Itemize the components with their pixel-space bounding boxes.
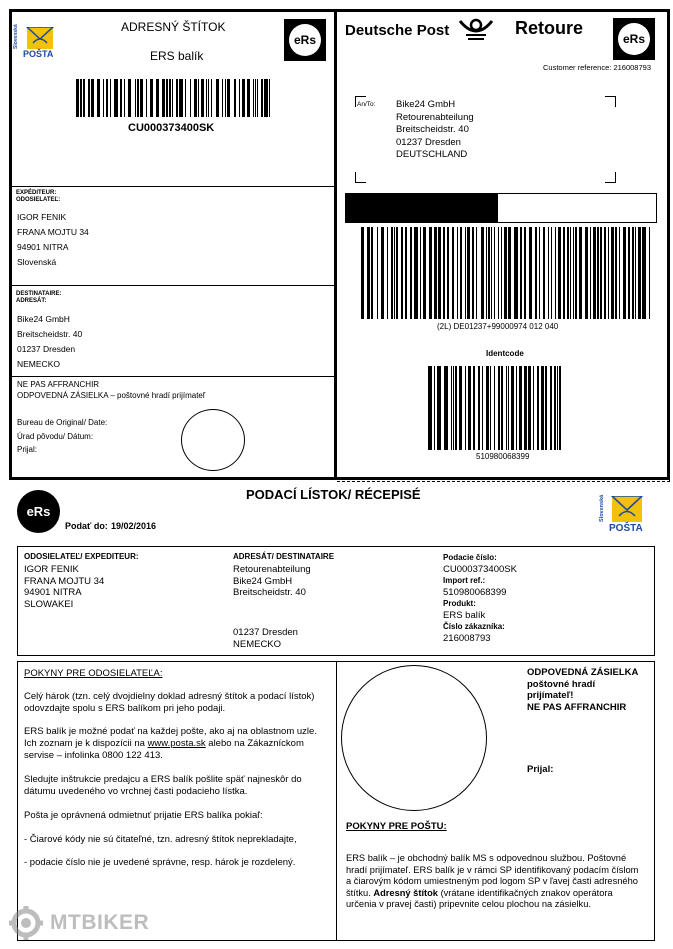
reply-notice-line: NE PAS AFFRANCHIR (527, 701, 627, 713)
post-logo-small-text: Slovenská (599, 494, 605, 522)
reply-notice-line: poštovné hradí (527, 678, 596, 690)
post-instructions-heading: POKYNY PRE POŠTU: (346, 821, 447, 832)
barcode-bar (516, 366, 517, 450)
barcode-bar (361, 227, 364, 319)
barcode-leitcode (361, 227, 651, 319)
stamp-circle (341, 665, 487, 811)
barcode-bar (371, 227, 373, 319)
barcode-bar (508, 366, 509, 450)
receipt-info-box (17, 546, 655, 656)
barcode-bar (120, 79, 122, 117)
address-line: Bike24 GmbH (396, 99, 456, 110)
barcode-bar (611, 227, 614, 319)
barcode-bar (619, 227, 620, 319)
barcode-bar (201, 79, 204, 117)
barcode-bar (198, 79, 199, 117)
barcode-bar (194, 79, 197, 117)
barcode-bar (88, 79, 90, 117)
deadline-label: Podať do: (65, 521, 108, 531)
barcode-bar (459, 366, 462, 450)
reply-line-1: NE PAS AFFRANCHIR (17, 380, 100, 389)
barcode-bar (437, 366, 441, 450)
instructions-p4: Pošta je oprávnená odmietnuť prijatie ERS balíka pokiaľ: (24, 810, 263, 821)
address-label-title: ADRESNÝ ŠTÍTOK (121, 20, 226, 34)
retoure-title: Retoure (515, 18, 584, 38)
receipt-details (443, 552, 517, 644)
barcode-bar (261, 79, 263, 117)
divider (10, 376, 335, 377)
barcode-bar (535, 227, 537, 319)
barcode-bar (529, 227, 532, 319)
ers-logo-receipt: eRs (17, 490, 60, 533)
sender-line: FRANA MOJTU 34 (17, 227, 89, 237)
barcode-bar (558, 227, 561, 319)
barcode-bar (520, 227, 522, 319)
barcode-bar (83, 79, 85, 117)
barcode-bar (206, 79, 207, 117)
receipt-recipient-line: Bike24 GmbH (233, 575, 293, 587)
barcode-bar (405, 227, 407, 319)
bracket-tr (605, 96, 616, 107)
recipient-lines (17, 312, 82, 372)
barcode-bar (537, 366, 539, 450)
recipient-line: Bike24 GmbH (17, 314, 70, 324)
barcode-bar (97, 79, 100, 117)
barcode-bar (488, 227, 490, 319)
receipt-recipient-heading: ADRESÁT/ DESTINATAIRE (233, 552, 335, 561)
barcode-bar (501, 227, 502, 319)
address-line: Breitscheidstr. 40 (396, 124, 469, 135)
barcode-bar (387, 227, 388, 319)
carrier-name: Deutsche Post (345, 22, 450, 39)
barcode-bar (604, 227, 606, 319)
barcode-bar (498, 366, 500, 450)
barcode-bar (590, 227, 591, 319)
barcode-leitcode-text: (2L) DE01237+99000974 012 040 (437, 322, 559, 331)
stamp-circle (181, 409, 245, 471)
barcode-bar (476, 227, 477, 319)
reply-notice-line: ODPOVEDNÁ ZÁSIELKA (527, 667, 639, 678)
receipt-recipient-lines (233, 564, 311, 599)
customer-reference: Customer reference: 216008793 (543, 63, 651, 72)
address-line: DEUTSCHLAND (396, 149, 468, 160)
cut-line (337, 481, 670, 482)
recipient-line: NEMECKO (17, 359, 60, 369)
sender-line: IGOR FENIK (17, 212, 67, 222)
barcode-bar (179, 79, 183, 117)
barcode-bar (451, 366, 452, 450)
barcode-bar (465, 366, 466, 450)
slovak-post-logo (13, 24, 61, 61)
post-instructions-b: (vrátane identifikačných znakov operátora určenia v pravej časti) pripevnite celou plochou na zásielku. (346, 887, 613, 909)
barcode-bar (550, 366, 552, 450)
barcode-bar (511, 366, 514, 450)
barcode-bar (381, 227, 384, 319)
receipt-recipient-line: Breitscheidstr. 40 (233, 587, 306, 598)
sender-lines (17, 210, 89, 270)
barcode-bar (573, 227, 574, 319)
barcode-bar (401, 227, 403, 319)
customer-value: 216008793 (443, 632, 491, 644)
barcode-bar (414, 227, 418, 319)
instructions-p2 (24, 726, 324, 762)
barcode-bar (541, 366, 544, 450)
barcode-bar (434, 227, 437, 319)
instructions-p1: Celý hárok (tzn. celý dvojdielny doklad adresný štítok a podací lístok) odovzdajte spolu s ERS balíkom pri jeho podaji. (24, 691, 315, 714)
barcode-left (76, 79, 270, 117)
barcode-bar (555, 227, 556, 319)
barcode-bar (253, 79, 254, 117)
post-horn-icon (458, 15, 494, 52)
barcode-bar (124, 79, 125, 117)
bracket-bl (355, 172, 366, 183)
address-line: Retourenabteilung (396, 111, 474, 123)
barcode-bar (135, 79, 136, 117)
address-line: 01237 Dresden (396, 136, 461, 148)
barcode-bar (264, 79, 268, 117)
barcode-bar (465, 227, 466, 319)
barcode-identcode (428, 366, 563, 450)
office-line: Bureau de Original/ Date: (17, 418, 108, 427)
recipient-line: Breitscheidstr. 40 (17, 329, 83, 339)
reply-line-2: ODPOVEDNÁ ZÁSIELKA – poštovné hradí prijímateľ (17, 391, 206, 400)
barcode-bar (567, 227, 569, 319)
barcode-bar (225, 79, 226, 117)
barcode-bar (185, 79, 186, 117)
post-instructions-a: ERS balík – je obchodný balík MS s odpovednou službou. Poštovné hradí prijímateľ. ERS balík je v rámci SP identifikovaný podacím číslom a čiarovým kódom umiestneným pod logom SP v ľavej časti adresného štítku. (346, 853, 639, 898)
sender-line: 94901 NITRA (17, 242, 69, 252)
an-to-label: An/To: (357, 101, 376, 108)
barcode-bar (162, 79, 165, 117)
office-line: Úrad pôvodu/ Dátum: (17, 431, 94, 441)
slovak-post-logo (598, 496, 648, 536)
divider (10, 285, 335, 286)
product-label: Produkt: (443, 599, 476, 608)
barcode-bar (169, 79, 171, 117)
barcode-identcode-text: 510980068399 (476, 452, 530, 461)
barcode-bar (420, 227, 421, 319)
barcode-bar (498, 227, 499, 319)
instructions-divider (336, 661, 337, 941)
instructions-p2-b: alebo na Zákazníckom servise – infolinka 0800 122 413. (24, 738, 304, 761)
barcode-bar (128, 79, 131, 117)
barcode-bar (632, 227, 634, 319)
barcode-bar (608, 227, 609, 319)
barcode-bar (554, 366, 556, 450)
return-address (396, 99, 474, 162)
barcode-bar (490, 366, 491, 450)
post-instructions-bold: Adresný štítok (373, 887, 438, 898)
barcode-bar (176, 79, 178, 117)
barcode-bar (501, 366, 503, 450)
receipt-sender-line: IGOR FENIK (24, 564, 79, 575)
receipt-recipient-line: Retourenabteilung (233, 564, 311, 575)
barcode-bar (623, 227, 626, 319)
post-logo-small-text: Slovenská (13, 24, 19, 49)
barcode-bar (486, 366, 489, 450)
receipt-recipient-city: 01237 Dresden (233, 627, 298, 638)
recipient-heading-1: DESTINATAIRE: (16, 291, 62, 297)
post-logo-big-text: POŠTA (23, 49, 54, 59)
barcode-bar (519, 366, 522, 450)
post-instructions-text (346, 853, 644, 911)
barcode-bar (410, 227, 412, 319)
ers-logo: eRs (618, 23, 650, 55)
barcode-bar (597, 227, 599, 319)
barcode-bar (247, 79, 250, 117)
barcode-bar (478, 366, 480, 450)
barcode-bar (377, 227, 378, 319)
barcode-bar (548, 227, 549, 319)
sender-heading-1: EXPÉDITEUR: (16, 190, 57, 196)
barcode-bar (428, 366, 432, 450)
barcode-bar (222, 79, 223, 117)
barcode-bar (137, 79, 139, 117)
receipt-sender-heading: ODOSIELATEĽ/ EXPEDITEUR: (24, 552, 139, 561)
barcode-bar (423, 227, 426, 319)
barcode-bar (216, 79, 219, 117)
posta-link[interactable]: www.posta.sk (147, 738, 206, 749)
barcode-bar (239, 79, 240, 117)
barcode-bar (391, 227, 393, 319)
barcode-bar (533, 366, 534, 450)
barcode-bar (443, 227, 445, 319)
barcode-bar (508, 227, 511, 319)
import-value: 510980068399 (443, 586, 507, 598)
barcode-bar (528, 366, 531, 450)
barcode-bar (114, 79, 118, 117)
podacie-label: Podacie číslo: (443, 553, 497, 562)
barcode-bar (482, 366, 483, 450)
barcode-bar (575, 227, 577, 319)
barcode-bar (481, 227, 484, 319)
instructions-bullet-1: - Čiarové kódy nie sú čitateľné, tzn. adresný štítok neprekladajte, (24, 834, 297, 845)
barcode-bar (190, 79, 191, 117)
sender-instructions-heading: POKYNY PRE ODOSIELATEĽA: (24, 668, 163, 679)
barcode-bar (593, 227, 596, 319)
barcode-bar (473, 366, 475, 450)
barcode-bar (438, 227, 441, 319)
barcode-bar (524, 227, 526, 319)
barcode-bar (242, 79, 245, 117)
ers-logo: eRs (289, 24, 321, 56)
barcode-bar (234, 79, 236, 117)
receipt-sender-lines (24, 564, 104, 610)
post-logo-big-text: POŠTA (609, 523, 643, 534)
barcode-bar (543, 227, 545, 319)
barcode-bar (166, 79, 168, 117)
barcode-bar (444, 366, 448, 450)
import-label: Import ref.: (443, 576, 486, 585)
barcode-bar (457, 227, 458, 319)
barcode-bar (434, 366, 435, 450)
sender-line: Slovenská (17, 257, 57, 267)
barcode-bar (396, 227, 398, 319)
barcode-bar (539, 227, 540, 319)
cut-line-vertical (669, 470, 670, 482)
barcode-bar (638, 227, 641, 319)
barcode-bar (649, 227, 650, 319)
podacie-value: CU000373400SK (443, 563, 517, 575)
address-label-product: ERS balík (150, 49, 204, 63)
recipient-line: 01237 Dresden (17, 344, 76, 354)
barcode-bar (472, 227, 474, 319)
barcode-bar (76, 79, 79, 117)
barcode-bar (394, 227, 395, 319)
customer-label: Číslo zákazníka: (443, 622, 505, 631)
receipt-sender-line: 94901 NITRA (24, 587, 82, 598)
bracket-br (605, 172, 616, 183)
barcode-bar (557, 366, 558, 450)
receipt-sender-line: FRANA MOJTU 34 (24, 575, 105, 587)
receipt-sender-line: SLOWAKEI (24, 598, 74, 610)
receipt-title: PODACÍ LÍSTOK/ RÉCEPISÉ (246, 487, 421, 502)
barcode-bar (429, 227, 432, 319)
instructions-bullet-2: - podacie číslo nie je uvedené správne, resp. hárok je rozdelený. (24, 857, 296, 868)
barcode-bar (156, 79, 159, 117)
barcode-bar (635, 227, 636, 319)
barcode-bar (467, 227, 470, 319)
instructions-p3: Sledujte inštrukcie predajcu a ERS balík pošlite späť najneskôr do dátumu uvedeného vo vrchnej časti podacieho lístka. (24, 774, 302, 797)
office-line: Prijal: (17, 445, 38, 454)
recipient-heading-2: ADRESÁT: (16, 298, 47, 304)
gear-icon (8, 905, 44, 941)
barcode-bar (447, 227, 449, 319)
barcode-bar (506, 366, 507, 450)
barcode-bar (211, 79, 212, 117)
barcode-bar (585, 227, 588, 319)
barcode-bar (146, 79, 147, 117)
watermark-text: MTBIKER (50, 911, 150, 934)
barcode-bar (494, 227, 495, 319)
barcode-bar (563, 227, 565, 319)
identcode-label: Identcode (486, 349, 524, 358)
office-lines (17, 416, 107, 457)
barcode-left-text: CU000373400SK (128, 122, 215, 134)
barcode-bar (524, 366, 527, 450)
barcode-bar (208, 79, 209, 117)
barcode-bar (455, 366, 457, 450)
receipt-recipient-country: NEMECKO (233, 639, 282, 650)
barcode-bar (257, 79, 258, 117)
barcode-bar (642, 227, 646, 319)
barcode-bar (80, 79, 82, 117)
barcode-bar (600, 227, 602, 319)
reply-notice-line: prijímateľ! (527, 690, 574, 701)
barcode-bar (545, 366, 547, 450)
sender-heading-2: ODOSIELATEĽ: (16, 197, 61, 203)
barcode-bar (570, 227, 571, 319)
black-bar (345, 193, 498, 223)
barcode-bar (615, 227, 617, 319)
barcode-bar (269, 79, 270, 117)
deadline-date: 19/02/2016 (111, 521, 157, 531)
barcode-bar (491, 227, 492, 319)
barcode-bar (551, 227, 552, 319)
barcode-bar (150, 79, 153, 117)
barcode-bar (559, 366, 561, 450)
barcode-bar (460, 227, 462, 319)
barcode-bar (227, 79, 230, 117)
barcode-bar (255, 79, 256, 117)
barcode-bar (453, 366, 454, 450)
prijal-label: Prijal: (527, 764, 554, 775)
barcode-bar (106, 79, 108, 117)
barcode-bar (172, 79, 173, 117)
barcode-bar (367, 227, 370, 319)
barcode-bar (103, 79, 104, 117)
barcode-bar (504, 227, 507, 319)
barcode-bar (628, 227, 630, 319)
product-value: ERS balík (443, 609, 486, 621)
barcode-bar (579, 227, 582, 319)
instructions-p2-a: ERS balík je možné podať na každej pošte, ako aj na oblastnom uzle. Ich zoznam je k dispozícii na (24, 726, 317, 749)
barcode-bar (91, 79, 94, 117)
barcode-bar (140, 79, 143, 117)
barcode-bar (486, 227, 487, 319)
barcode-bar (514, 227, 518, 319)
divider (10, 186, 335, 187)
barcode-bar (110, 79, 111, 117)
barcode-bar (452, 227, 454, 319)
barcode-bar (494, 366, 495, 450)
reply-notice (527, 667, 638, 713)
barcode-bar (468, 366, 471, 450)
